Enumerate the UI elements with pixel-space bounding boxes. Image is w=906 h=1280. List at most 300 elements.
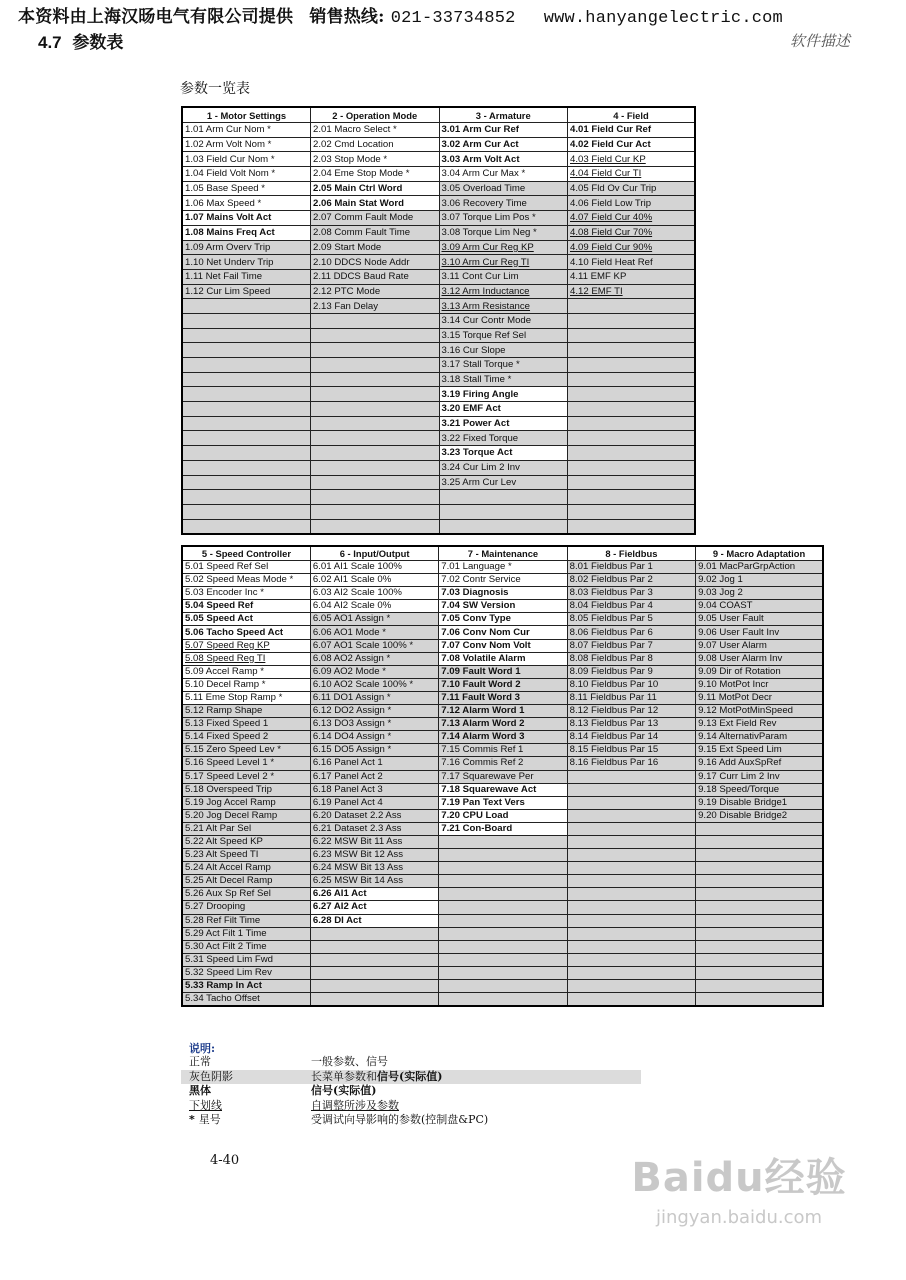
parameter-cell: 3.01 Arm Cur Ref bbox=[439, 123, 568, 138]
parameter-cell: 5.33 Ramp In Act bbox=[182, 980, 310, 993]
empty-cell bbox=[568, 299, 696, 314]
page-number: 4-40 bbox=[210, 1153, 240, 1168]
legend-row-shaded bbox=[181, 1070, 641, 1085]
parameter-table-groups-5-9 bbox=[181, 545, 824, 1007]
parameter-cell: 3.11 Cont Cur Lim bbox=[439, 269, 568, 284]
table-row bbox=[182, 966, 823, 979]
parameter-cell: 5.12 Ramp Shape bbox=[182, 705, 310, 718]
empty-cell bbox=[439, 888, 567, 901]
parameter-cell: 2.01 Macro Select * bbox=[311, 123, 440, 138]
empty-cell bbox=[182, 328, 311, 343]
parameter-cell: 6.11 DO1 Assign * bbox=[310, 691, 438, 704]
parameter-cell: 6.01 AI1 Scale 100% bbox=[310, 561, 438, 574]
empty-cell bbox=[439, 953, 567, 966]
parameter-cell: 6.28 DI Act bbox=[310, 914, 438, 927]
empty-cell bbox=[311, 343, 440, 358]
legend-desc-bold: 信号(实际值) bbox=[377, 1069, 443, 1083]
parameter-cell: 5.32 Speed Lim Rev bbox=[182, 966, 310, 979]
empty-cell bbox=[439, 940, 567, 953]
empty-cell bbox=[311, 431, 440, 446]
parameter-cell: 7.06 Conv Nom Cur bbox=[439, 626, 567, 639]
empty-cell bbox=[311, 358, 440, 373]
parameter-cell: 5.10 Decel Ramp * bbox=[182, 678, 310, 691]
parameter-cell: 5.03 Encoder Inc * bbox=[182, 587, 310, 600]
parameter-cell: 8.02 Fieldbus Par 2 bbox=[567, 574, 695, 587]
table-row bbox=[182, 490, 695, 505]
empty-cell bbox=[567, 783, 695, 796]
parameter-cell: 3.18 Stall Time * bbox=[439, 372, 568, 387]
table-row bbox=[182, 875, 823, 888]
table-row bbox=[182, 196, 695, 211]
empty-cell bbox=[182, 372, 311, 387]
parameter-cell: 8.09 Fieldbus Par 9 bbox=[567, 665, 695, 678]
empty-cell bbox=[439, 993, 567, 1007]
empty-cell bbox=[439, 519, 568, 534]
parameter-cell: 3.07 Torque Lim Pos * bbox=[439, 211, 568, 226]
parameter-cell: 4.11 EMF KP bbox=[568, 269, 696, 284]
table-row bbox=[182, 446, 695, 461]
parameter-cell: 9.10 MotPot Incr bbox=[696, 678, 823, 691]
table-row bbox=[182, 225, 695, 240]
baidu-watermark-logo bbox=[624, 1150, 854, 1250]
parameter-cell: 7.03 Diagnosis bbox=[439, 587, 567, 600]
parameter-cell: 9.02 Jog 1 bbox=[696, 574, 823, 587]
table-row bbox=[182, 927, 823, 940]
parameter-cell: 1.09 Arm Overv Trip bbox=[182, 240, 311, 255]
parameter-cell: 4.04 Field Cur TI bbox=[568, 167, 696, 182]
parameter-cell: 2.07 Comm Fault Mode bbox=[311, 211, 440, 226]
table-row bbox=[182, 888, 823, 901]
empty-cell bbox=[568, 358, 696, 373]
parameter-cell: 6.26 AI1 Act bbox=[310, 888, 438, 901]
empty-cell bbox=[568, 519, 696, 534]
parameter-cell: 8.15 Fieldbus Par 15 bbox=[567, 744, 695, 757]
empty-cell bbox=[311, 504, 440, 519]
empty-cell bbox=[182, 475, 311, 490]
parameter-cell: 8.01 Fieldbus Par 1 bbox=[567, 561, 695, 574]
parameter-cell: 6.08 AO2 Assign * bbox=[310, 652, 438, 665]
parameter-cell: 3.08 Torque Lim Neg * bbox=[439, 225, 568, 240]
parameter-cell: 8.08 Fieldbus Par 8 bbox=[567, 652, 695, 665]
parameter-cell: 1.12 Cur Lim Speed bbox=[182, 284, 311, 299]
table-row bbox=[182, 980, 823, 993]
parameter-cell: 5.11 Eme Stop Ramp * bbox=[182, 691, 310, 704]
table-row bbox=[182, 731, 823, 744]
table-row bbox=[182, 372, 695, 387]
empty-cell bbox=[696, 849, 823, 862]
parameter-cell: 7.11 Fault Word 3 bbox=[439, 691, 567, 704]
parameter-cell: 7.04 SW Version bbox=[439, 600, 567, 613]
parameter-cell: 6.17 Panel Act 2 bbox=[310, 770, 438, 783]
table-row bbox=[182, 416, 695, 431]
table-row bbox=[182, 504, 695, 519]
empty-cell bbox=[311, 519, 440, 534]
empty-cell bbox=[696, 966, 823, 979]
empty-cell bbox=[311, 416, 440, 431]
parameter-cell: 7.19 Pan Text Vers bbox=[439, 796, 567, 809]
parameter-cell: 6.09 AO2 Mode * bbox=[310, 665, 438, 678]
parameter-cell: 3.09 Arm Cur Reg KP bbox=[439, 240, 568, 255]
empty-cell bbox=[568, 416, 696, 431]
asterisk-icon: * bbox=[189, 1113, 195, 1126]
legend-term bbox=[181, 1113, 311, 1128]
parameter-cell: 7.18 Squarewave Act bbox=[439, 783, 567, 796]
parameter-cell: 9.20 Disable Bridge2 bbox=[696, 809, 823, 822]
empty-cell bbox=[696, 875, 823, 888]
empty-cell bbox=[567, 927, 695, 940]
parameter-cell: 6.12 DO2 Assign * bbox=[310, 705, 438, 718]
parameter-cell: 5.18 Overspeed Trip bbox=[182, 783, 310, 796]
empty-cell bbox=[311, 402, 440, 417]
parameter-cell: 8.16 Fieldbus Par 16 bbox=[567, 757, 695, 770]
parameter-cell: 9.13 Ext Field Rev bbox=[696, 718, 823, 731]
empty-cell bbox=[568, 402, 696, 417]
parameter-cell: 3.16 Cur Slope bbox=[439, 343, 568, 358]
table-row bbox=[182, 953, 823, 966]
parameter-cell: 5.04 Speed Ref bbox=[182, 600, 310, 613]
parameter-cell: 9.08 User Alarm Inv bbox=[696, 652, 823, 665]
table-row bbox=[182, 137, 695, 152]
parameter-cell: 9.18 Speed/Torque bbox=[696, 783, 823, 796]
empty-cell bbox=[567, 875, 695, 888]
list-title: 参数一览表 bbox=[180, 81, 250, 97]
empty-cell bbox=[311, 387, 440, 402]
empty-cell bbox=[568, 504, 696, 519]
empty-cell bbox=[567, 901, 695, 914]
parameter-cell: 3.13 Arm Resistance bbox=[439, 299, 568, 314]
empty-cell bbox=[567, 796, 695, 809]
parameter-cell: 3.04 Arm Cur Max * bbox=[439, 167, 568, 182]
empty-cell bbox=[567, 862, 695, 875]
parameter-cell: 4.07 Field Cur 40% bbox=[568, 211, 696, 226]
empty-cell bbox=[568, 328, 696, 343]
table-row bbox=[182, 901, 823, 914]
empty-cell bbox=[310, 940, 438, 953]
table-row bbox=[182, 940, 823, 953]
parameter-cell: 8.07 Fieldbus Par 7 bbox=[567, 639, 695, 652]
table-row bbox=[182, 718, 823, 731]
empty-cell bbox=[311, 313, 440, 328]
parameter-cell: 5.05 Speed Act bbox=[182, 613, 310, 626]
table-row bbox=[182, 639, 823, 652]
table-row bbox=[182, 123, 695, 138]
parameter-cell: 1.06 Max Speed * bbox=[182, 196, 311, 211]
empty-cell bbox=[696, 927, 823, 940]
empty-cell bbox=[696, 993, 823, 1007]
parameter-cell: 4.02 Field Cur Act bbox=[568, 137, 696, 152]
parameter-cell: 6.06 AO1 Mode * bbox=[310, 626, 438, 639]
legend-row-bold bbox=[181, 1084, 641, 1099]
legend-desc: 受调试向导影响的参数(控制盘&PC) bbox=[311, 1113, 489, 1126]
parameter-cell: 3.23 Torque Act bbox=[439, 446, 568, 461]
table-row bbox=[182, 849, 823, 862]
parameter-cell: 5.07 Speed Reg KP bbox=[182, 639, 310, 652]
empty-cell bbox=[567, 835, 695, 848]
parameter-cell: 5.28 Ref Filt Time bbox=[182, 914, 310, 927]
empty-cell bbox=[311, 372, 440, 387]
parameter-cell: 6.04 AI2 Scale 0% bbox=[310, 600, 438, 613]
empty-cell bbox=[182, 446, 311, 461]
parameter-cell: 5.31 Speed Lim Fwd bbox=[182, 953, 310, 966]
parameter-cell: 1.04 Field Volt Nom * bbox=[182, 167, 311, 182]
parameter-cell: 8.03 Fieldbus Par 3 bbox=[567, 587, 695, 600]
parameter-cell: 6.07 AO1 Scale 100% * bbox=[310, 639, 438, 652]
parameter-cell: 3.22 Fixed Torque bbox=[439, 431, 568, 446]
hotline-label: 销售热线: bbox=[309, 7, 385, 27]
table-row bbox=[182, 757, 823, 770]
empty-cell bbox=[568, 475, 696, 490]
parameter-cell: 5.01 Speed Ref Sel bbox=[182, 561, 310, 574]
empty-cell bbox=[311, 446, 440, 461]
empty-cell bbox=[568, 313, 696, 328]
table-header-row bbox=[182, 107, 695, 123]
empty-cell bbox=[182, 343, 311, 358]
legend-desc-normal: 长菜单参数和 bbox=[311, 1069, 377, 1083]
empty-cell bbox=[182, 504, 311, 519]
table-row bbox=[182, 744, 823, 757]
parameter-cell: 3.06 Recovery Time bbox=[439, 196, 568, 211]
parameter-cell: 9.19 Disable Bridge1 bbox=[696, 796, 823, 809]
column-header: 5 - Speed Controller bbox=[182, 546, 310, 561]
table-row bbox=[182, 600, 823, 613]
parameter-cell: 5.30 Act Filt 2 Time bbox=[182, 940, 310, 953]
parameter-cell: 5.29 Act Filt 1 Time bbox=[182, 927, 310, 940]
empty-cell bbox=[311, 328, 440, 343]
parameter-cell: 9.01 MacParGrpAction bbox=[696, 561, 823, 574]
table-row bbox=[182, 561, 823, 574]
table-row bbox=[182, 862, 823, 875]
parameter-cell: 3.14 Cur Contr Mode bbox=[439, 313, 568, 328]
table-row bbox=[182, 240, 695, 255]
empty-cell bbox=[439, 980, 567, 993]
table-row bbox=[182, 328, 695, 343]
empty-cell bbox=[182, 299, 311, 314]
parameter-cell: 2.03 Stop Mode * bbox=[311, 152, 440, 167]
empty-cell bbox=[439, 490, 568, 505]
parameter-cell: 4.05 Fld Ov Cur Trip bbox=[568, 181, 696, 196]
watermark-url: jingyan.baidu.com bbox=[655, 1207, 823, 1228]
table-row bbox=[182, 358, 695, 373]
table-row bbox=[182, 475, 695, 490]
table-row bbox=[182, 993, 823, 1007]
parameter-cell: 5.14 Fixed Speed 2 bbox=[182, 731, 310, 744]
empty-cell bbox=[568, 460, 696, 475]
empty-cell bbox=[567, 940, 695, 953]
parameter-cell: 9.06 User Fault Inv bbox=[696, 626, 823, 639]
empty-cell bbox=[696, 888, 823, 901]
empty-cell bbox=[310, 927, 438, 940]
empty-cell bbox=[439, 927, 567, 940]
empty-cell bbox=[182, 313, 311, 328]
table-row bbox=[182, 269, 695, 284]
empty-cell bbox=[568, 490, 696, 505]
parameter-cell: 9.07 User Alarm bbox=[696, 639, 823, 652]
empty-cell bbox=[567, 822, 695, 835]
parameter-cell: 8.14 Fieldbus Par 14 bbox=[567, 731, 695, 744]
empty-cell bbox=[311, 460, 440, 475]
table-row bbox=[182, 284, 695, 299]
table-row bbox=[182, 835, 823, 848]
parameter-cell: 6.15 DO5 Assign * bbox=[310, 744, 438, 757]
parameter-cell: 5.34 Tacho Offset bbox=[182, 993, 310, 1007]
parameter-cell: 2.12 PTC Mode bbox=[311, 284, 440, 299]
parameter-cell: 2.02 Cmd Location bbox=[311, 137, 440, 152]
empty-cell bbox=[567, 993, 695, 1007]
empty-cell bbox=[182, 402, 311, 417]
parameter-cell: 5.19 Jog Accel Ramp bbox=[182, 796, 310, 809]
watermark-logo-text: Baidu经验 bbox=[631, 1155, 847, 1201]
parameter-cell: 4.12 EMF TI bbox=[568, 284, 696, 299]
parameter-cell: 7.08 Volatile Alarm bbox=[439, 652, 567, 665]
empty-cell bbox=[567, 888, 695, 901]
parameter-cell: 5.08 Speed Reg TI bbox=[182, 652, 310, 665]
parameter-cell: 7.16 Commis Ref 2 bbox=[439, 757, 567, 770]
parameter-cell: 4.08 Field Cur 70% bbox=[568, 225, 696, 240]
parameter-cell: 5.16 Speed Level 1 * bbox=[182, 757, 310, 770]
column-header: 2 - Operation Mode bbox=[311, 107, 440, 123]
parameter-cell: 2.05 Main Ctrl Word bbox=[311, 181, 440, 196]
website-link[interactable]: www.hanyangelectric.com bbox=[543, 9, 783, 28]
parameter-cell: 6.27 AI2 Act bbox=[310, 901, 438, 914]
parameter-cell: 4.01 Field Cur Ref bbox=[568, 123, 696, 138]
column-header: 3 - Armature bbox=[439, 107, 568, 123]
parameter-cell: 5.13 Fixed Speed 1 bbox=[182, 718, 310, 731]
legend-term: 灰色阴影 bbox=[189, 1069, 233, 1083]
company-line: 本资料由上海汉旸电气有限公司提供 bbox=[18, 7, 294, 27]
legend-term-text: 星号 bbox=[198, 1113, 221, 1126]
parameter-cell: 7.21 Con-Board bbox=[439, 822, 567, 835]
legend-row-normal bbox=[181, 1055, 641, 1070]
section-heading bbox=[38, 28, 123, 53]
parameter-cell: 5.27 Drooping bbox=[182, 901, 310, 914]
parameter-cell: 6.10 AO2 Scale 100% * bbox=[310, 678, 438, 691]
empty-cell bbox=[568, 343, 696, 358]
parameter-cell: 2.10 DDCS Node Addr bbox=[311, 255, 440, 270]
parameter-cell: 1.02 Arm Volt Nom * bbox=[182, 137, 311, 152]
empty-cell bbox=[696, 953, 823, 966]
parameter-cell: 7.14 Alarm Word 3 bbox=[439, 731, 567, 744]
parameter-cell: 9.16 Add AuxSpRef bbox=[696, 757, 823, 770]
legend-title: 说明: bbox=[189, 1042, 216, 1055]
parameter-cell: 5.26 Aux Sp Ref Sel bbox=[182, 888, 310, 901]
empty-cell bbox=[567, 809, 695, 822]
empty-cell bbox=[567, 849, 695, 862]
empty-cell bbox=[696, 862, 823, 875]
parameter-cell: 3.21 Power Act bbox=[439, 416, 568, 431]
empty-cell bbox=[567, 770, 695, 783]
table-row bbox=[182, 387, 695, 402]
table-row bbox=[182, 705, 823, 718]
column-header: 8 - Fieldbus bbox=[567, 546, 695, 561]
parameter-cell: 3.05 Overload Time bbox=[439, 181, 568, 196]
parameter-cell: 5.17 Speed Level 2 * bbox=[182, 770, 310, 783]
empty-cell bbox=[311, 475, 440, 490]
empty-cell bbox=[439, 849, 567, 862]
table-row bbox=[182, 343, 695, 358]
column-header: 1 - Motor Settings bbox=[182, 107, 311, 123]
parameter-cell: 3.19 Firing Angle bbox=[439, 387, 568, 402]
parameter-cell: 5.25 Alt Decel Ramp bbox=[182, 875, 310, 888]
empty-cell bbox=[439, 835, 567, 848]
parameter-cell: 9.14 AlternativParam bbox=[696, 731, 823, 744]
parameter-cell: 7.09 Fault Word 1 bbox=[439, 665, 567, 678]
table-row bbox=[182, 402, 695, 417]
parameter-cell: 1.05 Base Speed * bbox=[182, 181, 311, 196]
parameter-cell: 9.09 Dir of Rotation bbox=[696, 665, 823, 678]
parameter-cell: 8.04 Fieldbus Par 4 bbox=[567, 600, 695, 613]
parameter-cell: 4.09 Field Cur 90% bbox=[568, 240, 696, 255]
table-row bbox=[182, 783, 823, 796]
parameter-cell: 6.22 MSW Bit 11 Ass bbox=[310, 835, 438, 848]
empty-cell bbox=[182, 416, 311, 431]
table-row bbox=[182, 652, 823, 665]
table-row bbox=[182, 574, 823, 587]
parameter-cell: 7.13 Alarm Word 2 bbox=[439, 718, 567, 731]
parameter-cell: 3.02 Arm Cur Act bbox=[439, 137, 568, 152]
table-row bbox=[182, 152, 695, 167]
empty-cell bbox=[568, 446, 696, 461]
parameter-cell: 4.10 Field Heat Ref bbox=[568, 255, 696, 270]
parameter-cell: 3.25 Arm Cur Lev bbox=[439, 475, 568, 490]
legend-desc: 信号(实际值) bbox=[311, 1084, 377, 1097]
empty-cell bbox=[182, 490, 311, 505]
parameter-cell: 9.04 COAST bbox=[696, 600, 823, 613]
column-header: 6 - Input/Output bbox=[310, 546, 438, 561]
empty-cell bbox=[310, 980, 438, 993]
parameter-cell: 7.01 Language * bbox=[439, 561, 567, 574]
parameter-cell: 8.11 Fieldbus Par 11 bbox=[567, 691, 695, 704]
table-row bbox=[182, 809, 823, 822]
parameter-cell: 6.03 AI2 Scale 100% bbox=[310, 587, 438, 600]
parameter-cell: 9.03 Jog 2 bbox=[696, 587, 823, 600]
parameter-cell: 4.03 Field Cur KP bbox=[568, 152, 696, 167]
parameter-cell: 3.10 Arm Cur Reg TI bbox=[439, 255, 568, 270]
parameter-cell: 5.15 Zero Speed Lev * bbox=[182, 744, 310, 757]
legend-desc bbox=[311, 1070, 641, 1085]
parameter-cell: 9.12 MotPotMinSpeed bbox=[696, 705, 823, 718]
parameter-cell: 6.25 MSW Bit 14 Ass bbox=[310, 875, 438, 888]
empty-cell bbox=[439, 875, 567, 888]
table-row bbox=[182, 299, 695, 314]
parameter-cell: 3.20 EMF Act bbox=[439, 402, 568, 417]
empty-cell bbox=[567, 980, 695, 993]
parameter-cell: 9.11 MotPot Decr bbox=[696, 691, 823, 704]
parameter-cell: 1.07 Mains Volt Act bbox=[182, 211, 311, 226]
parameter-cell: 1.08 Mains Freq Act bbox=[182, 225, 311, 240]
parameter-cell: 7.17 Squarewave Per bbox=[439, 770, 567, 783]
parameter-cell: 6.20 Dataset 2.2 Ass bbox=[310, 809, 438, 822]
parameter-cell: 1.03 Field Cur Nom * bbox=[182, 152, 311, 167]
empty-cell bbox=[696, 940, 823, 953]
legend bbox=[181, 1040, 641, 1128]
hotline-phone: 021-33734852 bbox=[390, 9, 516, 28]
empty-cell bbox=[568, 431, 696, 446]
empty-cell bbox=[182, 460, 311, 475]
column-header: 9 - Macro Adaptation bbox=[696, 546, 823, 561]
empty-cell bbox=[696, 822, 823, 835]
empty-cell bbox=[567, 953, 695, 966]
empty-cell bbox=[567, 966, 695, 979]
table-row bbox=[182, 587, 823, 600]
empty-cell bbox=[696, 901, 823, 914]
parameter-table-groups-1-4 bbox=[181, 106, 696, 535]
parameter-cell: 7.20 CPU Load bbox=[439, 809, 567, 822]
parameter-cell: 8.13 Fieldbus Par 13 bbox=[567, 718, 695, 731]
parameter-cell: 3.12 Arm Inductance bbox=[439, 284, 568, 299]
parameter-cell: 6.19 Panel Act 4 bbox=[310, 796, 438, 809]
table-row bbox=[182, 796, 823, 809]
table-row bbox=[182, 181, 695, 196]
